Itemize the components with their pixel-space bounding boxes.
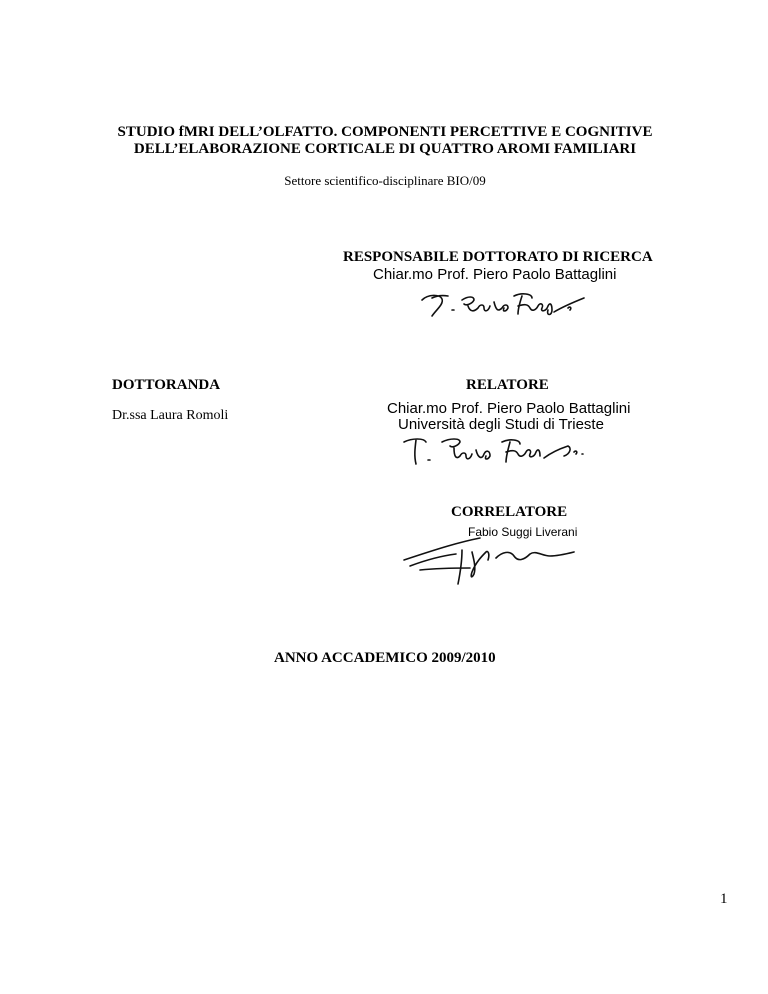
page-number: 1 <box>720 891 728 907</box>
relatore-university: Università degli Studi di Trieste <box>398 416 604 433</box>
responsabile-signature <box>418 290 588 320</box>
responsabile-name: Chiar.mo Prof. Piero Paolo Battaglini <box>373 266 617 283</box>
relatore-name: Chiar.mo Prof. Piero Paolo Battaglini <box>387 400 631 417</box>
correlatore-name: Fabio Suggi Liverani <box>468 525 578 539</box>
correlatore-heading: CORRELATORE <box>451 504 568 520</box>
relatore-signature <box>398 434 598 468</box>
relatore-heading: RELATORE <box>466 377 549 393</box>
thesis-title-line-1: STUDIO fMRI DELL’OLFATTO. COMPONENTI PERCETTIVE E COGNITIVE <box>117 124 653 140</box>
responsabile-heading: RESPONSABILE DOTTORATO DI RICERCA <box>343 249 653 265</box>
thesis-title-line-2: DELL’ELABORAZIONE CORTICALE DI QUATTRO AROMI FAMILIARI <box>133 141 637 157</box>
thesis-title <box>60 124 710 158</box>
dottoranda-name: Dr.ssa Laura Romoli <box>112 408 229 423</box>
scientific-sector: Settore scientifico-disciplinare BIO/09 <box>284 173 486 188</box>
dottoranda-heading: DOTTORANDA <box>112 377 221 393</box>
academic-year: ANNO ACCADEMICO 2009/2010 <box>274 650 496 666</box>
correlatore-signature <box>400 530 580 588</box>
